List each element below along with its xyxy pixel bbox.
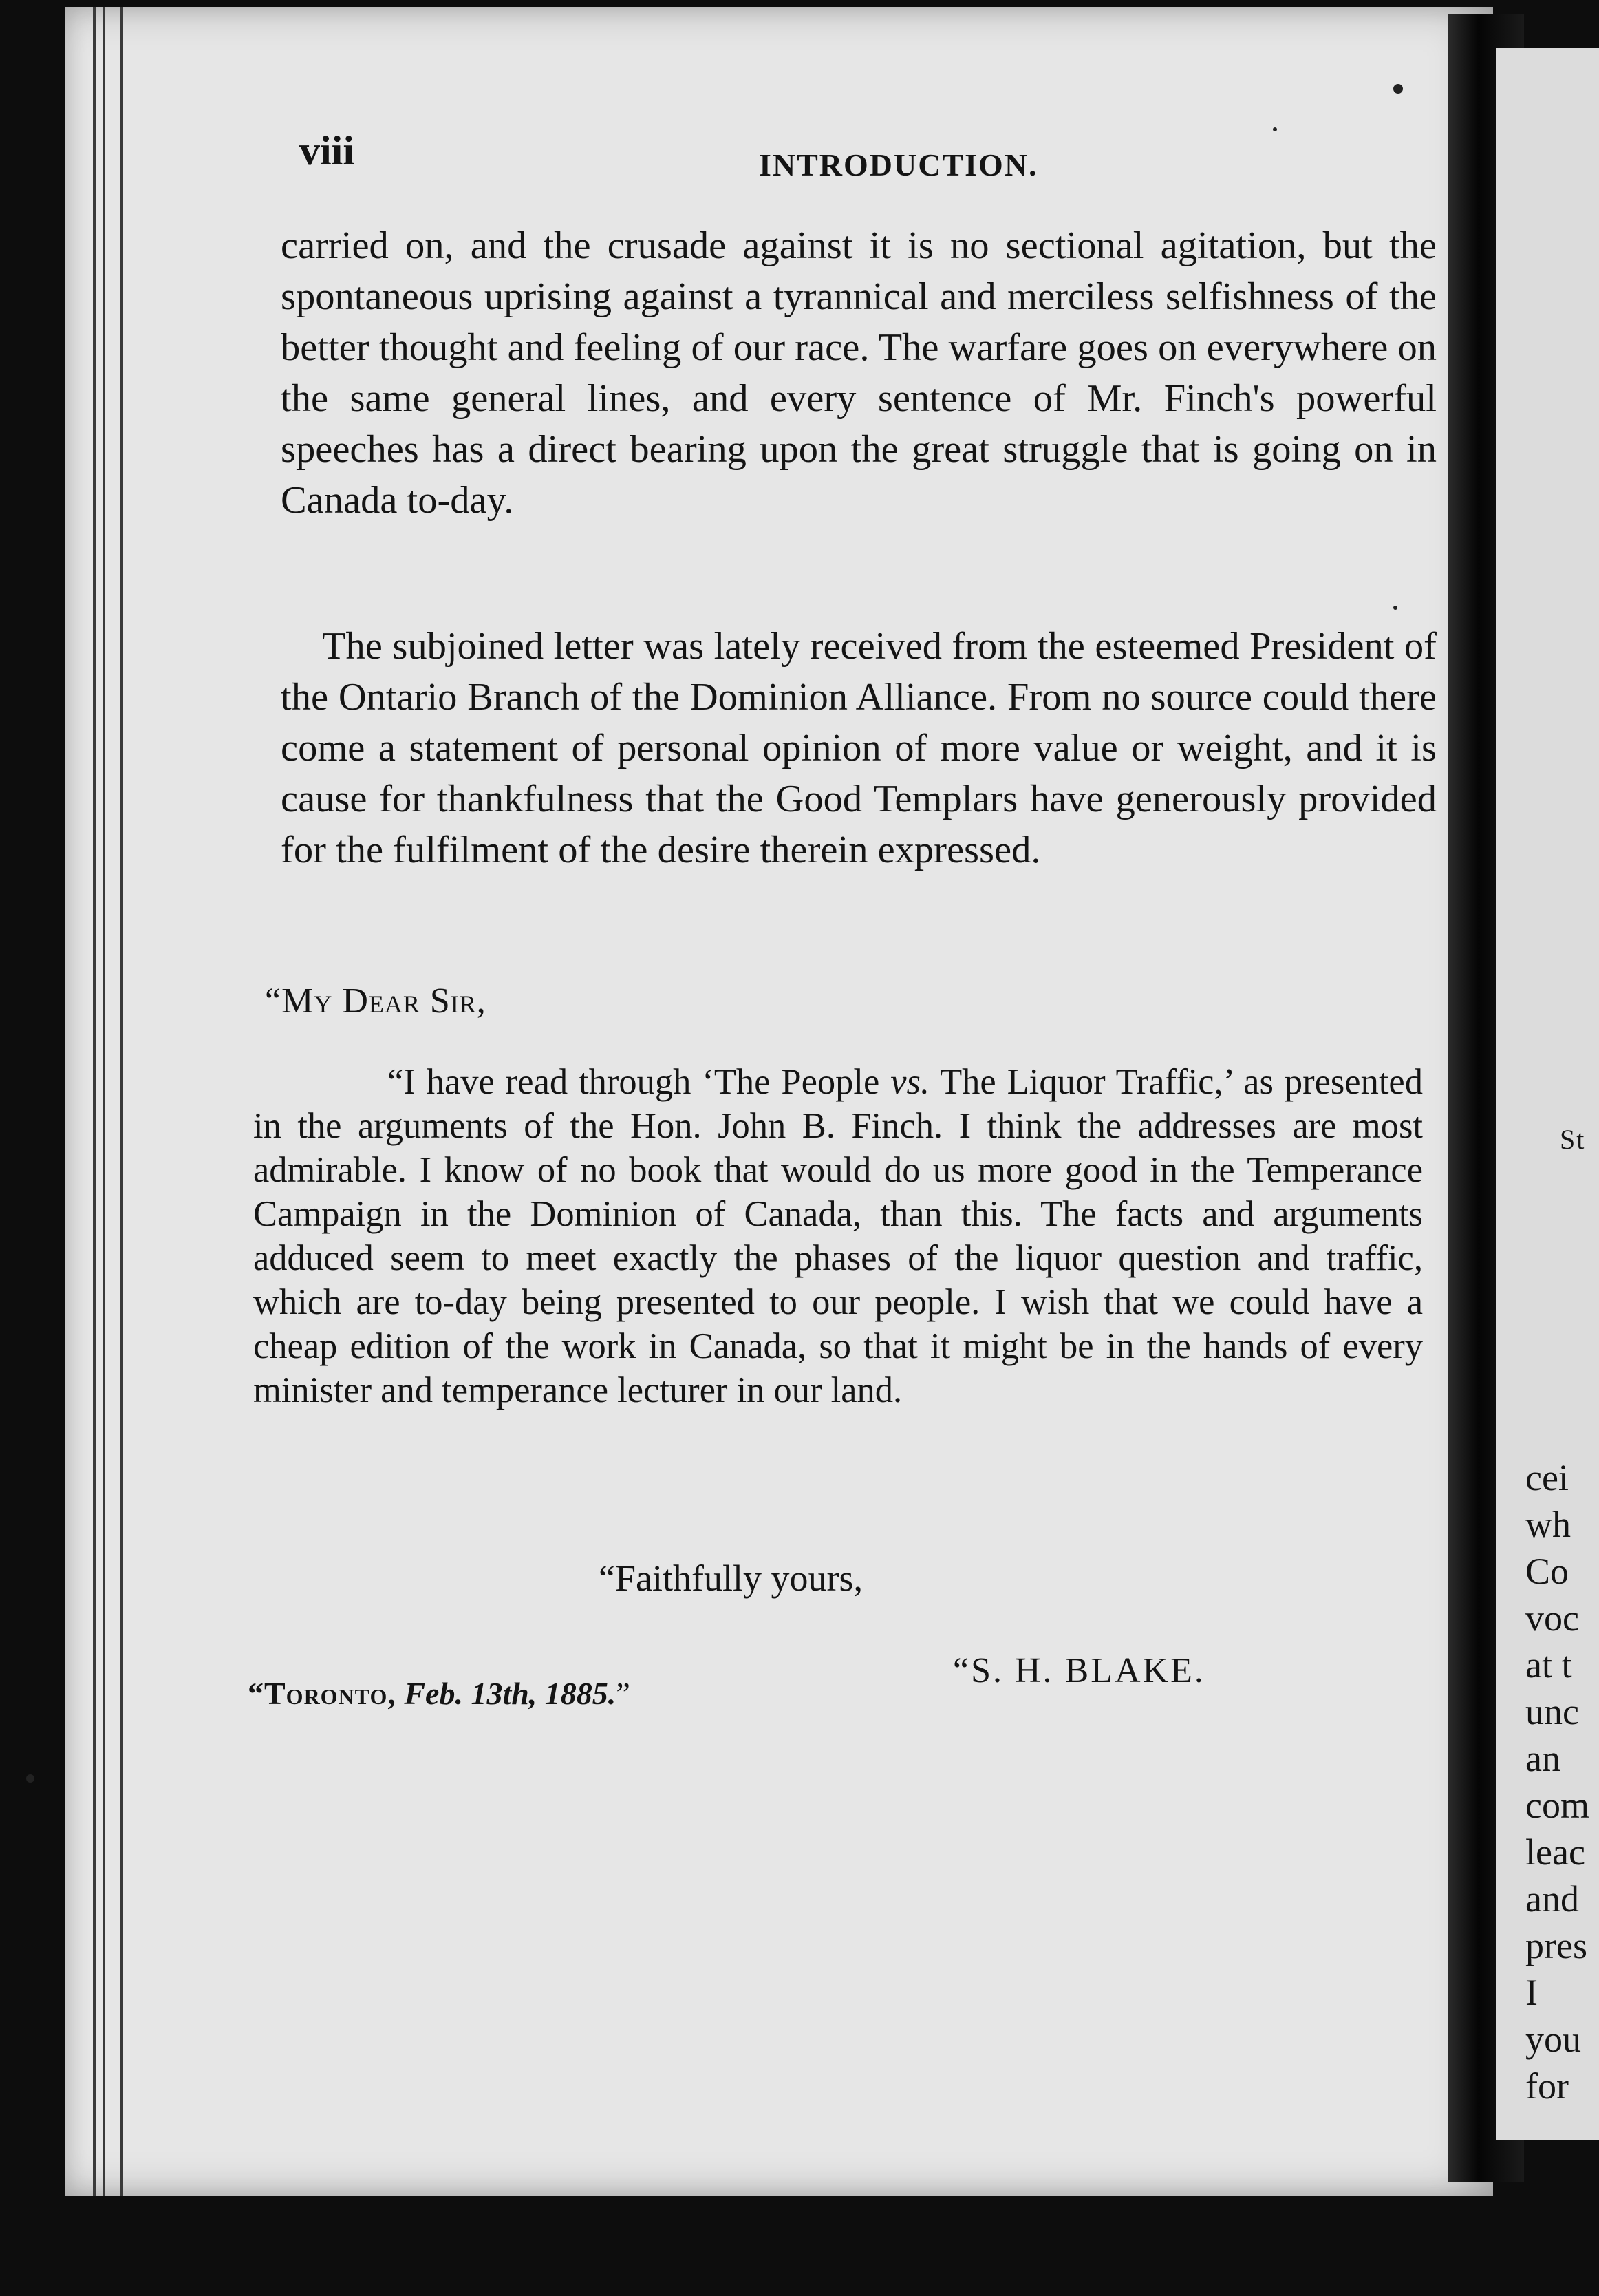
facing-page-fragment: an [1525, 1738, 1560, 1779]
facing-page-fragment: Co [1525, 1551, 1569, 1592]
facing-page-fragment: I [1525, 1972, 1538, 2013]
facing-page-fragment: com [1525, 1785, 1589, 1826]
facing-page-fragment: pres [1525, 1925, 1587, 1966]
paragraph: carried on, and the crusade against it is no sectional agitation, but the spontaneous uprising against a tyrannical and merciless selfishness of the better thought and feeling of our race. The warfare goes on everywhere on the same general lines, and every sentence of Mr. Finch's powerful speeches has a direct bearing upon the great struggle that is going on in Canada to-day. [281, 224, 1437, 522]
speck [1393, 606, 1397, 610]
letter-signature: “S. H. BLAKE. [953, 1651, 1205, 1690]
facing-page-fragment: and [1525, 1878, 1579, 1920]
letter-dateline [248, 1675, 630, 1712]
speck [26, 1774, 34, 1783]
binding-lines [93, 7, 148, 2196]
facing-page-heading: St [1560, 1124, 1586, 1155]
letter-text: “I have read through ‘The People [387, 1062, 891, 1102]
binding-line [103, 7, 105, 2196]
paragraph: The subjoined letter was lately received from the esteemed President of the Ontario Branch of the Dominion Alliance. From no source could there come a statement of personal opinion of more value or weight, and it is cause for thankfulness that the Good Templars have generously provided for the fulfilment of the desire therein expressed. [281, 625, 1437, 871]
letter-place: “Toronto, [248, 1676, 396, 1711]
page-header [299, 127, 1428, 182]
letter-closing: “Faithfully yours, [599, 1558, 863, 1599]
letter-salutation: “My Dear Sir, [265, 981, 486, 1021]
speck [1393, 84, 1403, 94]
facing-page-fragment: for [1525, 2065, 1569, 2107]
page-number: viii [299, 128, 355, 173]
facing-page-fragment: wh [1525, 1504, 1571, 1545]
letter-text: The Liquor Traffic,’ as presented in the arguments of the Hon. John B. Finch. I think the addresses are most admirable. I know of no book that would do us more good in the Temperance Campaign in the Dominion of Canada, than this. The facts and arguments adduced seem to meet exactly the phases of the liquor question and traffic, which are to-day being presented to our people. I wish that we could have a cheap edition of the work in Canada, so that it might be in the hands of every minister and temperance lecturer in our land. [253, 1062, 1423, 1410]
binding-line [120, 7, 123, 2196]
facing-page-fragment: unc [1525, 1691, 1579, 1732]
facing-page-fragment: voc [1525, 1597, 1579, 1639]
binding-line [93, 7, 96, 2196]
running-head: INTRODUCTION. [759, 147, 1038, 182]
letter-date-close: ” [616, 1676, 630, 1711]
facing-page-fragment: leac [1525, 1831, 1585, 1873]
letter-date: Feb. 13th, 1885. [404, 1676, 616, 1711]
speck [1273, 127, 1277, 131]
letter-text-italic: vs. [890, 1062, 930, 1102]
facing-page-fragment: at t [1525, 1644, 1572, 1686]
facing-page-fragment: you [1525, 2019, 1581, 2060]
facing-page-fragment: cei [1525, 1457, 1569, 1498]
facing-page [1496, 48, 1599, 2140]
letter-body [253, 1060, 1423, 1412]
